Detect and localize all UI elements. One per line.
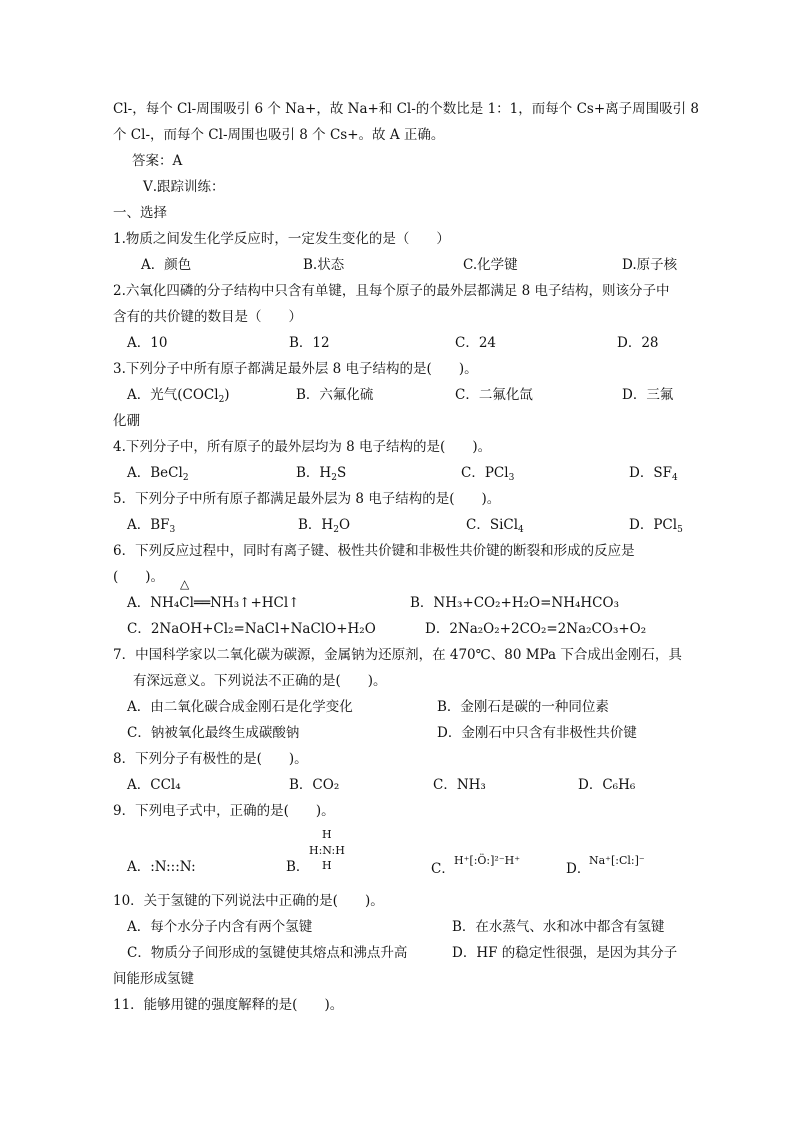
- section-1-heading: 一、选择: [113, 205, 167, 221]
- q8-option-c: C．NH₃: [433, 777, 486, 793]
- q5-option-b: [298, 516, 350, 534]
- intro-line-2: 个 Cl-，而每个 Cl-周围也吸引 8 个 Cs+。故 A 正确。: [113, 127, 445, 143]
- intro-line-1: Cl-，每个 Cl-周围吸引 6 个 Na+，故 Na+和 Cl-的个数比是 1：1，而每个 Cs+离子周围吸引 8: [113, 101, 700, 117]
- q1-option-b: B.状态: [303, 257, 345, 273]
- q4-option-b-tail: S: [336, 465, 347, 481]
- q6-stem-line-1: 6．下列反应过程中，同时有离子键、极性共价键和非极性共价键的断裂和形成的反应是: [113, 543, 635, 559]
- q3-option-d-continued: 化硼: [113, 413, 140, 429]
- q5-option-d-subscript: 5: [677, 525, 683, 535]
- q9-d-formula: Na⁺[:Cl:]⁻: [589, 854, 645, 867]
- q4-option-a-text: A．BeCl: [127, 465, 183, 481]
- q3-option-b: B．六氟化硫: [296, 387, 374, 403]
- q4-option-d-subscript: 4: [671, 473, 678, 483]
- q10-option-d: D．HF 的稳定性很强，是因为其分子: [452, 945, 678, 961]
- q6-option-d: D．2Na₂O₂+2CO₂=2Na₂CO₃+O₂: [425, 621, 647, 637]
- q2-stem-line-1: 2.六氧化四磷的分子结构中只含有单键，且每个原子的最外层都满足 8 电子结构，则该分子中: [113, 283, 670, 299]
- q6-option-a: A．NH₄Cl══NH₃↑+HCl↑: [127, 595, 300, 611]
- q10-stem: 10．关于氢键的下列说法中正确的是( )。: [113, 893, 384, 909]
- q5-stem: 5．下列分子中所有原子都满足最外层为 8 电子结构的是( )。: [113, 491, 501, 507]
- q5-option-d-text: D．PCl: [629, 517, 678, 533]
- q1-option-d: D.原子核: [622, 257, 678, 273]
- q10-option-d-continued: 间能形成氢键: [113, 971, 194, 987]
- q2-option-b: B．12: [289, 335, 330, 351]
- q4-option-b-text: B．H: [296, 465, 332, 481]
- q4-option-d-text: D．SF: [629, 465, 672, 481]
- q4-option-a: [127, 464, 189, 482]
- q9-option-d-label: D．: [566, 861, 591, 877]
- q3-option-a-close: ): [224, 387, 230, 403]
- q5-option-d: [629, 516, 683, 534]
- q4-stem: 4.下列分子中，所有原子的最外层均为 8 电子结构的是( )。: [113, 439, 492, 455]
- q9-c-formula: H⁺[:Ö:]²⁻H⁺: [454, 854, 521, 867]
- q4-option-a-subscript: 2: [182, 473, 189, 483]
- q9-b-bottom-h: H: [322, 859, 332, 872]
- q4-option-b-subscript: 2: [331, 473, 337, 483]
- q4-option-c: [461, 464, 514, 482]
- q7-option-b: B．金刚石是碳的一种同位素: [437, 699, 609, 715]
- section-v-heading: Ⅴ.跟踪训练：: [143, 179, 225, 195]
- q9-b-top-h: H: [322, 828, 332, 841]
- q2-stem-line-2: 含有的共价键的数目是（ ）: [113, 309, 302, 325]
- heat-triangle-icon: △: [180, 577, 190, 591]
- q5-option-b-text: B．H: [298, 517, 334, 533]
- q4-option-c-text: C．PCl: [461, 465, 509, 481]
- q3-option-a-text: A．光气(COCl: [127, 387, 219, 403]
- q3-option-a: [127, 386, 230, 404]
- q7-stem-line-1: 7．中国科学家以二氧化碳为碳源，金属钠为还原剂，在 470℃、80 MPa 下合成出金刚石，具: [113, 647, 682, 663]
- q3-option-c: C．二氟化氙: [455, 387, 533, 403]
- q4-option-d: [629, 464, 678, 482]
- q5-option-a-text: A．BF: [127, 517, 170, 533]
- q5-option-a-subscript: 3: [169, 525, 176, 535]
- q9-stem: 9．下列电子式中，正确的是( )。: [113, 803, 335, 819]
- q8-stem: 8．下列分子有极性的是( )。: [113, 751, 308, 767]
- q5-option-c: [466, 516, 524, 534]
- q5-option-c-text: C．SiCl: [466, 517, 519, 533]
- q8-option-d: D．C₆H₆: [578, 777, 636, 793]
- q7-stem-line-2: 有深远意义。下列说法不正确的是( )。: [133, 673, 387, 689]
- q7-option-d: D．金刚石中只含有非极性共价键: [437, 725, 637, 741]
- q10-option-b: B．在水蒸气、水和冰中都含有氢键: [452, 919, 665, 935]
- q1-option-c: C.化学键: [463, 257, 518, 273]
- q2-option-a: A．10: [127, 335, 168, 351]
- q4-option-b: [296, 464, 346, 482]
- q2-option-d: D．28: [617, 335, 659, 351]
- q3-stem: 3.下列分子中所有原子都满足最外层 8 电子结构的是( )。: [113, 361, 478, 377]
- q8-option-a: A．CCl₄: [127, 777, 181, 793]
- q4-option-c-subscript: 3: [508, 473, 515, 483]
- q1-option-a: A．颜色: [141, 257, 192, 273]
- q5-option-b-tail: O: [338, 517, 351, 533]
- q6-stem-line-2: ( )。: [113, 569, 165, 585]
- q9-option-b-label: B．: [286, 859, 310, 875]
- q5-option-a: [127, 516, 175, 534]
- q9-option-c-label: C．: [431, 861, 455, 877]
- q7-option-a: A．由二氧化碳合成金刚石是化学变化: [127, 699, 353, 715]
- q2-option-c: C．24: [455, 335, 497, 351]
- q6-option-b: B．NH₃+CO₂+H₂O=NH₄HCO₃: [410, 595, 619, 611]
- q9-option-a: A．:N:::N:: [127, 859, 196, 875]
- q7-option-c: C．钠被氧化最终生成碳酸钠: [127, 725, 300, 741]
- q10-option-c: C．物质分子间形成的氢键使其熔点和沸点升高: [127, 945, 408, 961]
- q6-option-c: C．2NaOH+Cl₂=NaCl+NaClO+H₂O: [127, 621, 376, 637]
- q3-option-a-subscript: 2: [218, 395, 225, 405]
- q9-b-formula: H:N:H: [309, 844, 345, 857]
- answer-line: 答案：A: [132, 153, 183, 169]
- q10-option-a: A．每个水分子内含有两个氢键: [127, 919, 313, 935]
- q1-stem: 1.物质之间发生化学反应时，一定发生变化的是（ ）: [113, 231, 450, 247]
- q5-option-c-subscript: 4: [518, 525, 524, 535]
- q5-option-b-subscript: 2: [333, 525, 339, 535]
- q11-stem: 11．能够用键的强度解释的是( )。: [113, 997, 344, 1013]
- q3-option-d: D．三氟: [622, 387, 674, 403]
- q8-option-b: B．CO₂: [289, 777, 340, 793]
